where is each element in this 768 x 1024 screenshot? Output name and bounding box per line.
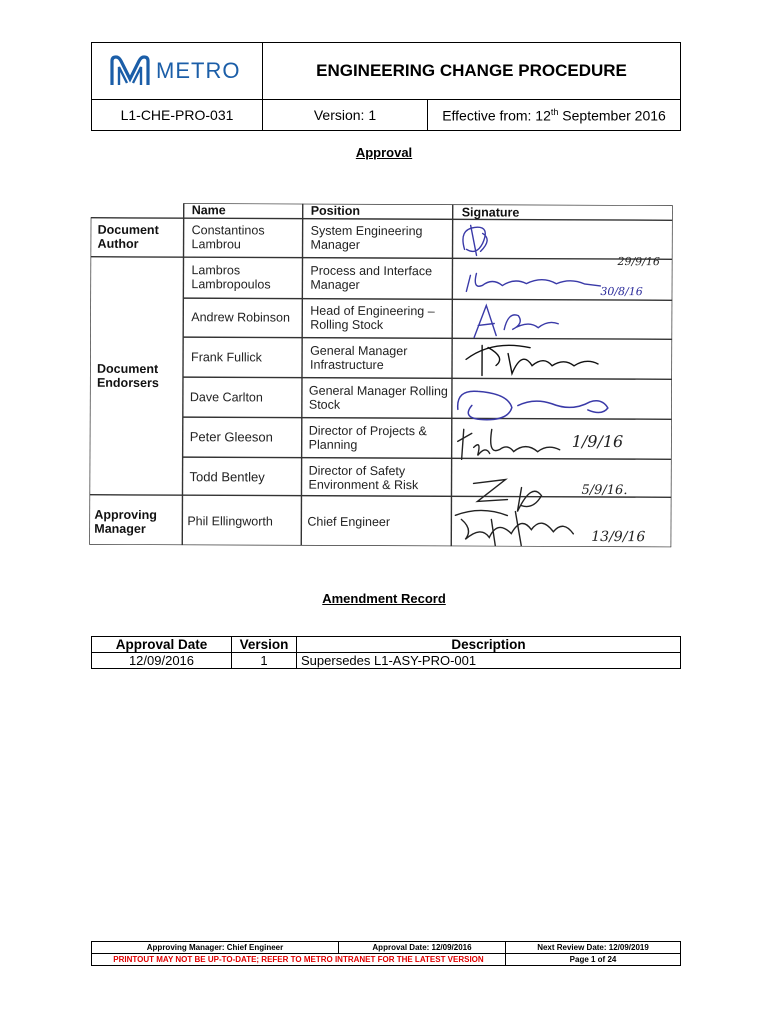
col-header-description: Description	[297, 637, 681, 653]
signature-date: 29/9/16	[617, 255, 660, 269]
signatory-position: System Engineering Manager	[310, 223, 423, 252]
signatory-name: Dave Carlton	[189, 390, 263, 405]
col-header-version: Version	[232, 637, 297, 653]
signature-date: 13/9/16	[591, 528, 646, 546]
footer-approving-manager: Approving Manager: Chief Engineer	[92, 942, 339, 954]
role-approving-manager: Approving Manager	[94, 507, 157, 536]
signature-date: 1/9/16	[571, 431, 624, 452]
signatory-position: Head of Engineering – Rolling Stock	[310, 303, 435, 333]
signature-dave-carlton	[458, 391, 608, 420]
signature-date: 5/9/16.	[581, 482, 628, 499]
signatory-name: Frank Fullick	[191, 350, 262, 365]
signatory-name: Lambros Lambropoulos	[191, 263, 271, 292]
role-document-author: Document Author	[97, 222, 159, 251]
col-header-position: Position	[310, 203, 361, 218]
signature-lambros-lambropoulos	[466, 273, 600, 292]
logo-cell	[92, 43, 263, 100]
document-header	[91, 42, 681, 131]
logo-text: METRO	[156, 58, 241, 83]
approval-table	[89, 203, 672, 548]
document-footer	[91, 941, 681, 966]
document-id: L1-CHE-PRO-031	[92, 100, 263, 131]
document-version: Version: 1	[263, 100, 428, 131]
table-row	[92, 653, 681, 669]
footer-page-number: Page 1 of 24	[506, 954, 681, 966]
col-header-signature: Signature	[461, 205, 520, 220]
signatory-name: Phil Ellingworth	[187, 514, 273, 529]
signatory-position: Director of Safety Environment & Risk	[308, 463, 419, 493]
col-header-approval-date: Approval Date	[92, 637, 232, 653]
signature-frank-fullick	[466, 345, 598, 376]
role-document-endorsers: Document Endorsers	[96, 361, 159, 391]
document-title: ENGINEERING CHANGE PROCEDURE	[263, 43, 681, 100]
signatory-name: Todd Bentley	[189, 469, 265, 485]
signatory-position: General Manager Rolling Stock	[308, 383, 448, 412]
amendment-header-row	[92, 637, 681, 653]
footer-warning: PRINTOUT MAY NOT BE UP-TO-DATE; REFER TO METRO INTRANET FOR THE LATEST VERSION	[92, 954, 506, 966]
signature-phil-ellingworth	[455, 510, 573, 546]
signatory-name: Peter Gleeson	[189, 429, 273, 445]
signatory-name: Constantinos Lambrou	[191, 223, 265, 252]
signature-date: 30/8/16	[600, 284, 643, 299]
approval-title: Approval	[355, 145, 413, 160]
amendment-version: 1	[232, 653, 297, 669]
metro-m-icon	[110, 55, 150, 87]
amendment-description: Supersedes L1-ASY-PRO-001	[297, 653, 681, 669]
signatory-position: Process and Interface Manager	[310, 263, 433, 292]
col-header-name: Name	[191, 203, 226, 218]
signature-constantinos-lambrou	[463, 225, 487, 255]
footer-approval-date: Approval Date: 12/09/2016	[339, 942, 506, 954]
signatory-position: Chief Engineer	[307, 514, 391, 530]
amendment-table	[91, 636, 681, 669]
amendment-title: Amendment Record	[322, 591, 446, 606]
signature-peter-gleeson	[458, 429, 560, 459]
signatory-position: Director of Projects & Planning	[308, 423, 427, 452]
effective-date: Effective from: 12th September 2016	[428, 100, 681, 131]
signature-andrew-robinson	[474, 305, 558, 337]
amendment-date: 12/09/2016	[92, 653, 232, 669]
signature-todd-bentley	[473, 479, 541, 511]
signatory-name: Andrew Robinson	[191, 310, 290, 325]
footer-next-review: Next Review Date: 12/09/2019	[506, 942, 681, 954]
signatory-position: General Manager Infrastructure	[310, 343, 408, 373]
metro-logo	[110, 55, 240, 87]
